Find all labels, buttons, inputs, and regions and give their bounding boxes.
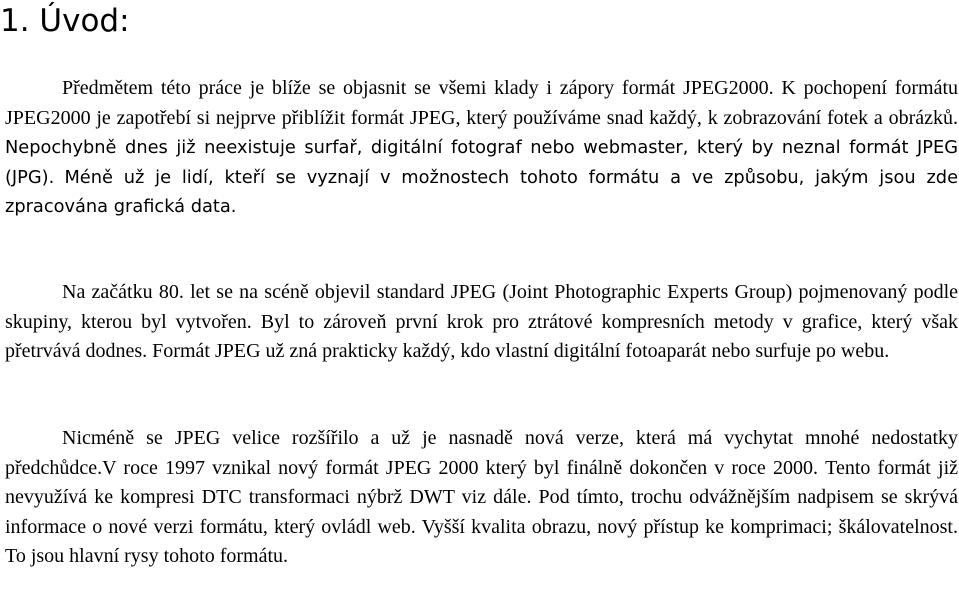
paragraph-1-sentence-2: Nepochybně dnes již neexistuje surfař, digitální fotograf nebo webmaster, který by neznal formát JPEG (JPG). <box>5 137 958 188</box>
paragraph-2-sentence-3: Formát JPEG už zná prakticky každý, kdo vlastní digitální fotoaparát nebo surfuje po webu. <box>152 340 890 363</box>
paragraph-3-sentence-1: Nicméně se JPEG velice rozšířilo a už je nasnadě nová verze, která má vychytat mnohé nedostatky předchůdce.V roce 1997 vznikal nový formát JPEG 2000 který byl finálně dokončen v roce 2000. <box>5 427 958 479</box>
paragraph-2-sentence-2: Byl to zároveň první krok pro ztrátové kompresních metody v grafice, který však přetrvává dodnes. <box>5 310 958 363</box>
paragraph-3 <box>5 424 958 572</box>
paragraph-1 <box>5 74 958 222</box>
paragraph-2-sentence-1: Na začátku 80. let se na scéně objevil standard JPEG (Joint Photographic Experts Group) pojmenovaný podle skupiny, kterou byl vytvořen. <box>5 281 958 333</box>
paragraph-2 <box>5 278 958 367</box>
section-heading: 1. Úvod: <box>0 3 130 39</box>
paragraph-1-sentence-3: Méně už je lidí, kteří se vyznají v možnostech tohoto formátu a ve způsobu, jakým jsou zde zpracována grafická data. <box>5 166 959 218</box>
paragraph-1-sentence-1: Předmětem této práce je blíže se objasnit se všemi klady i zápory formát JPEG2000. K pochopení formátu JPEG2000 je zapotřebí si nejprve přiblížit formát JPEG, který používáme snad každý, k zobrazování fotek a obrázků. <box>5 77 958 129</box>
paragraph-3-sentence-2: Tento formát již nevyužívá ke kompresi DTC transformaci nýbrž DWT viz dále. <box>5 456 959 509</box>
paragraph-3-sentence-3: Pod tímto, trochu odvážnějším nadpisem se skrývá informace o nové verzi formátu, který ovládl web. Vyšší kvalita obrazu, nový přístup ke komprimaci; škálovatelnost. To jsou hlavní rysy tohoto formátu. <box>5 486 958 568</box>
